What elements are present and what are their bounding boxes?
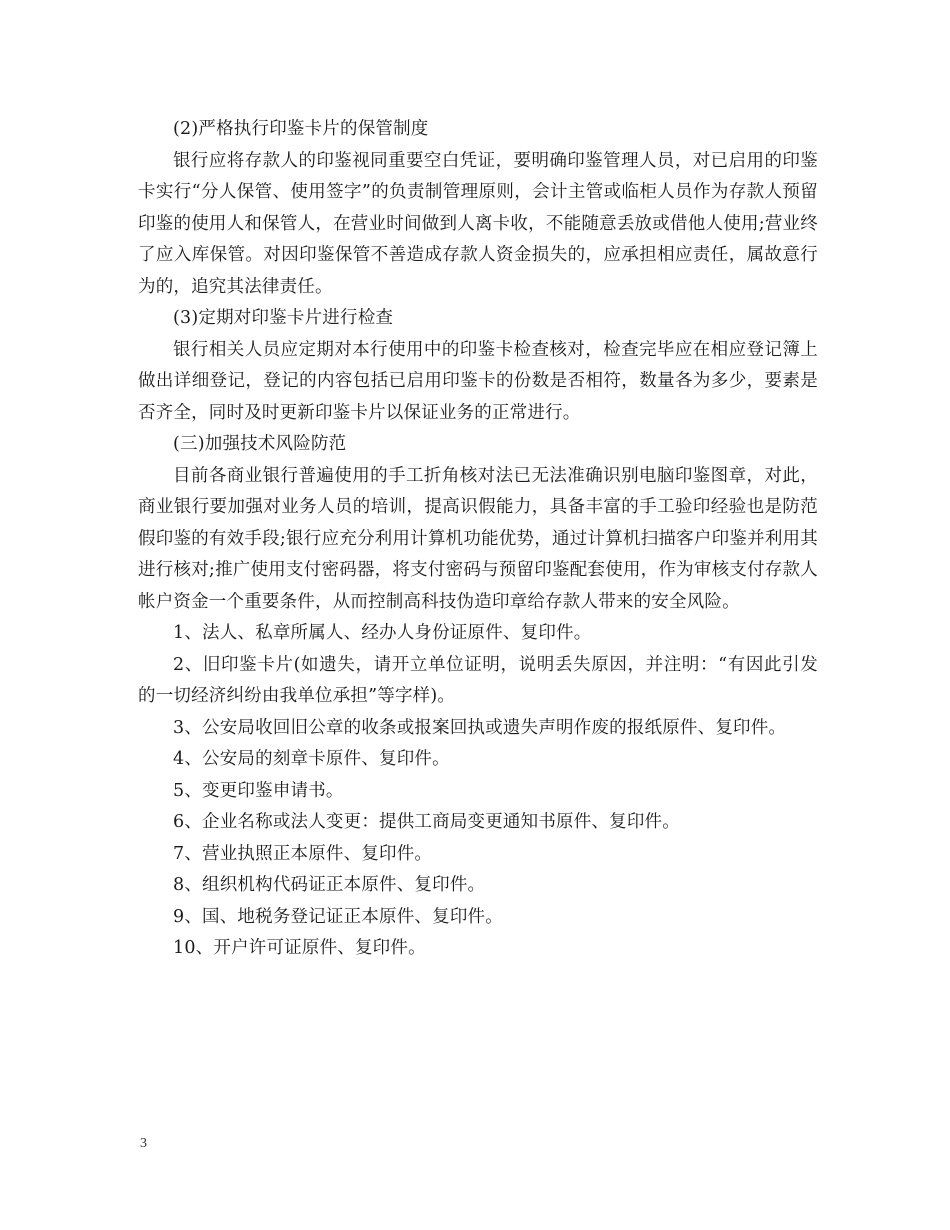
list-item: 4、公安局的刻章卡原件、复印件。 (173, 749, 450, 769)
paragraph-periodic-check: 银行相关人员应定期对本行使用中的印鉴卡检查核对，检查完毕应在相应登记簿上做出详细登记，登记的内容包括已启用印鉴卡的份数是否相符，数量各为多少，要素是否齐全，同时及时更新印鉴卡片以保证业务的正常进行。 (138, 339, 818, 423)
list-item: 10、开户许可证原件、复印件。 (173, 938, 426, 958)
document-body (138, 114, 818, 965)
list-item: 7、营业执照正本原件、复印件。 (173, 843, 433, 864)
list-item: 5、变更印鉴申请书。 (173, 780, 344, 801)
heading-storage-system: (2)严格执行印鉴卡片的保管制度 (173, 119, 429, 139)
list-item: 1、法人、私章所属人、经办人身份证原件、复印件。 (173, 623, 592, 643)
list-item: 8、组织机构代码证正本原件、复印件。 (173, 875, 486, 895)
page-number: 3 (140, 1136, 147, 1151)
list-item: 3、公安局收回旧公章的收条或报案回执或遗失声明作废的报纸原件、复印件。 (173, 717, 787, 738)
heading-periodic-check: (3)定期对印鉴卡片进行检查 (173, 308, 394, 328)
list-item: 2、旧印鉴卡片(如遗失，请开立单位证明，说明丢失原因，并注明：“有因此引发的一切经济纠纷由我单位承担”等字样)。 (138, 654, 818, 706)
list-item: 6、企业名称或法人变更：提供工商局变更通知书原件、复印件。 (173, 812, 680, 832)
heading-technical-risk: (三)加强技术风险防范 (173, 434, 347, 454)
paragraph-technical-risk: 目前各商业银行普遍使用的手工折角核对法已无法准确识别电脑印鉴图章，对此，商业银行要加强对业务人员的培训，提高识假能力，具备丰富的手工验印经验也是防范假印鉴的有效手段;银行应充分利用计算机功能优势，通过计算机扫描客户印鉴并利用其进行核对;推广使用支付密码器，将支付密码与预留印鉴配套使用，作为审核支付存款人帐户资金一个重要条件，从而控制高科技伪造印章给存款人带来的安全风险。 (138, 465, 818, 612)
list-item: 9、国、地税务登记证正本原件、复印件。 (173, 906, 503, 927)
paragraph-storage-rules: 银行应将存款人的印鉴视同重要空白凭证，要明确印鉴管理人员，对已启用的印鉴卡实行“分人保管、使用签字”的负责制管理原则，会计主管或临柜人员作为存款人预留印鉴的使用人和保管人，在营业时间做到人离卡收，不能随意丢放或借他人使用;营业终了应入库保管。对因印鉴保管不善造成存款人资金损失的，应承担相应责任，属故意行为的，追究其法律责任。 (138, 150, 818, 297)
